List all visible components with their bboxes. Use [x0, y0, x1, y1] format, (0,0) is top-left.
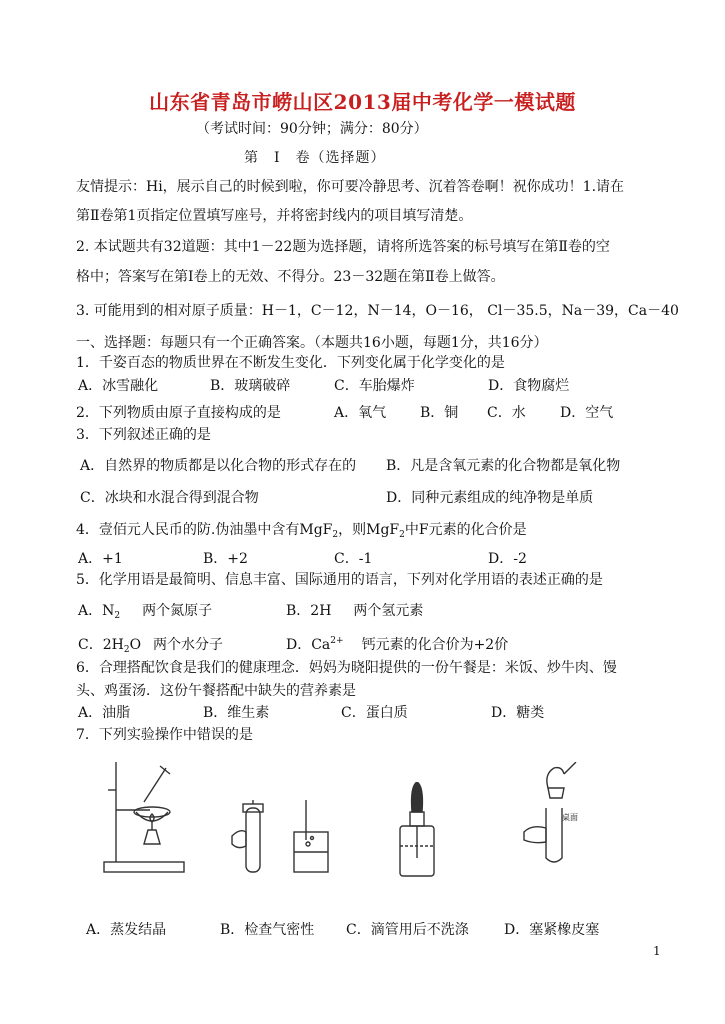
q6-stem-line1: 6．合理搭配饮食是我们的健康理念．妈妈为晓阳提供的一份午餐是：米饭、炒牛肉、馒 [76, 660, 617, 676]
q4-stem: 4．壹佰元人民币的防.伪油墨中含有MgF$_2$，则MgF$_2$中F元素的化合价是 [76, 522, 527, 540]
q4-option-b: B．+2 [203, 551, 248, 567]
desk-label: 桌面 [562, 813, 578, 822]
note-1b: 第Ⅱ卷第1页指定位置填写座号，并将密封线内的项目填写清楚。 [76, 208, 473, 224]
note-2a: 2. 本试题共有32道题：其中1－22题为选择题，请将所选答案的标号填写在第Ⅱ卷的空 [76, 239, 610, 255]
q4-option-c: C．-1 [334, 551, 373, 567]
q1-option-b: B．玻璃破碎 [210, 378, 291, 394]
q3-option-c: C．冰块和水混合得到混合物 [80, 490, 259, 506]
q4-option-d: D．-2 [488, 551, 527, 567]
q3-stem: 3．下列叙述正确的是 [76, 427, 211, 443]
q5-stem: 5．化学用语是最简明、信息丰富、国际通用的语言，下列对化学用语的表述正确的是 [76, 572, 603, 588]
q1-stem: 1．千姿百态的物质世界在不断发生变化．下列变化属于化学变化的是 [76, 355, 505, 371]
q6-option-a: A．油脂 [78, 705, 131, 721]
q6-option-c: C．蛋白质 [341, 705, 408, 721]
part1-header: 一、选择题：每题只有一个正确答案。（本题共16小题，每题1分，共16分） [76, 335, 548, 351]
q3-option-a: A．自然界的物质都是以化合物的形式存在的 [80, 458, 357, 474]
q7-option-c: C．滴管用后不洗涤 [346, 922, 469, 938]
q2-option-a: A．氧气 [334, 405, 387, 421]
q7-option-d: D．塞紧橡皮塞 [504, 922, 600, 938]
exam-info: （考试时间：90分钟；满分：80分） [196, 121, 428, 137]
q3-option-d: D．同种元素组成的纯净物是单质 [386, 490, 594, 506]
q5-option-c: C．$2H_2O$ 两个水分子 [78, 637, 224, 655]
note-3: 3. 可能用到的相对原子质量：H－1，C－12，N－14，O－16， Cl－35.5，Na－39，Ca－40 [76, 303, 679, 319]
q6-option-b: B．维生素 [203, 705, 270, 721]
q2-stem: 2．下列物质由原子直接构成的是 [76, 405, 281, 421]
q6-option-d: D．糖类 [491, 705, 545, 721]
note-2b: 格中；答案写在第Ⅰ卷上的无效、不得分。23－32题在第Ⅱ卷上做答。 [76, 269, 505, 285]
q2-option-b: B．铜 [420, 405, 459, 421]
page-number: 1 [653, 944, 661, 958]
q1-option-a: A．冰雪融化 [78, 378, 159, 394]
q7-option-a: A．蒸发结晶 [86, 922, 167, 938]
q4-option-a: A．+1 [78, 551, 123, 567]
q3-option-b: B．凡是含氧元素的化合物都是氧化物 [386, 458, 621, 474]
q7-option-b: B．检查气密性 [220, 922, 315, 938]
q7-stem: 7．下列实验操作中错误的是 [76, 727, 253, 743]
airtightness-check-icon [228, 800, 338, 880]
page-title: 山东省青岛市崂山区2013届中考化学一模试题 [149, 90, 576, 114]
section-header: 第 Ⅰ 卷（选择题） [244, 150, 386, 166]
q2-option-d: D．空气 [560, 405, 614, 421]
q2-option-c: C．水 [487, 405, 526, 421]
q5-option-b: B．2H 两个氢元素 [286, 603, 424, 619]
q5-option-a: A．$N_2$ 两个氮原子 [78, 603, 213, 621]
dropper-bottle-icon [392, 782, 442, 882]
note-1a: 友情提示：Hi，展示自己的时候到啦，你可要冷静思考、沉着答卷啊！祝你成功！1.请在 [76, 179, 625, 195]
q5-option-d: D．$Ca^{2+}$ 钙元素的化合价为+2价 [286, 636, 509, 653]
q1-option-d: D．食物腐烂 [488, 378, 570, 394]
evaporation-apparatus-icon [100, 752, 190, 878]
q6-stem-line2: 头、鸡蛋汤．这份午餐搭配中缺失的营养素是 [76, 683, 356, 699]
q1-option-c: C．车胎爆炸 [334, 378, 415, 394]
